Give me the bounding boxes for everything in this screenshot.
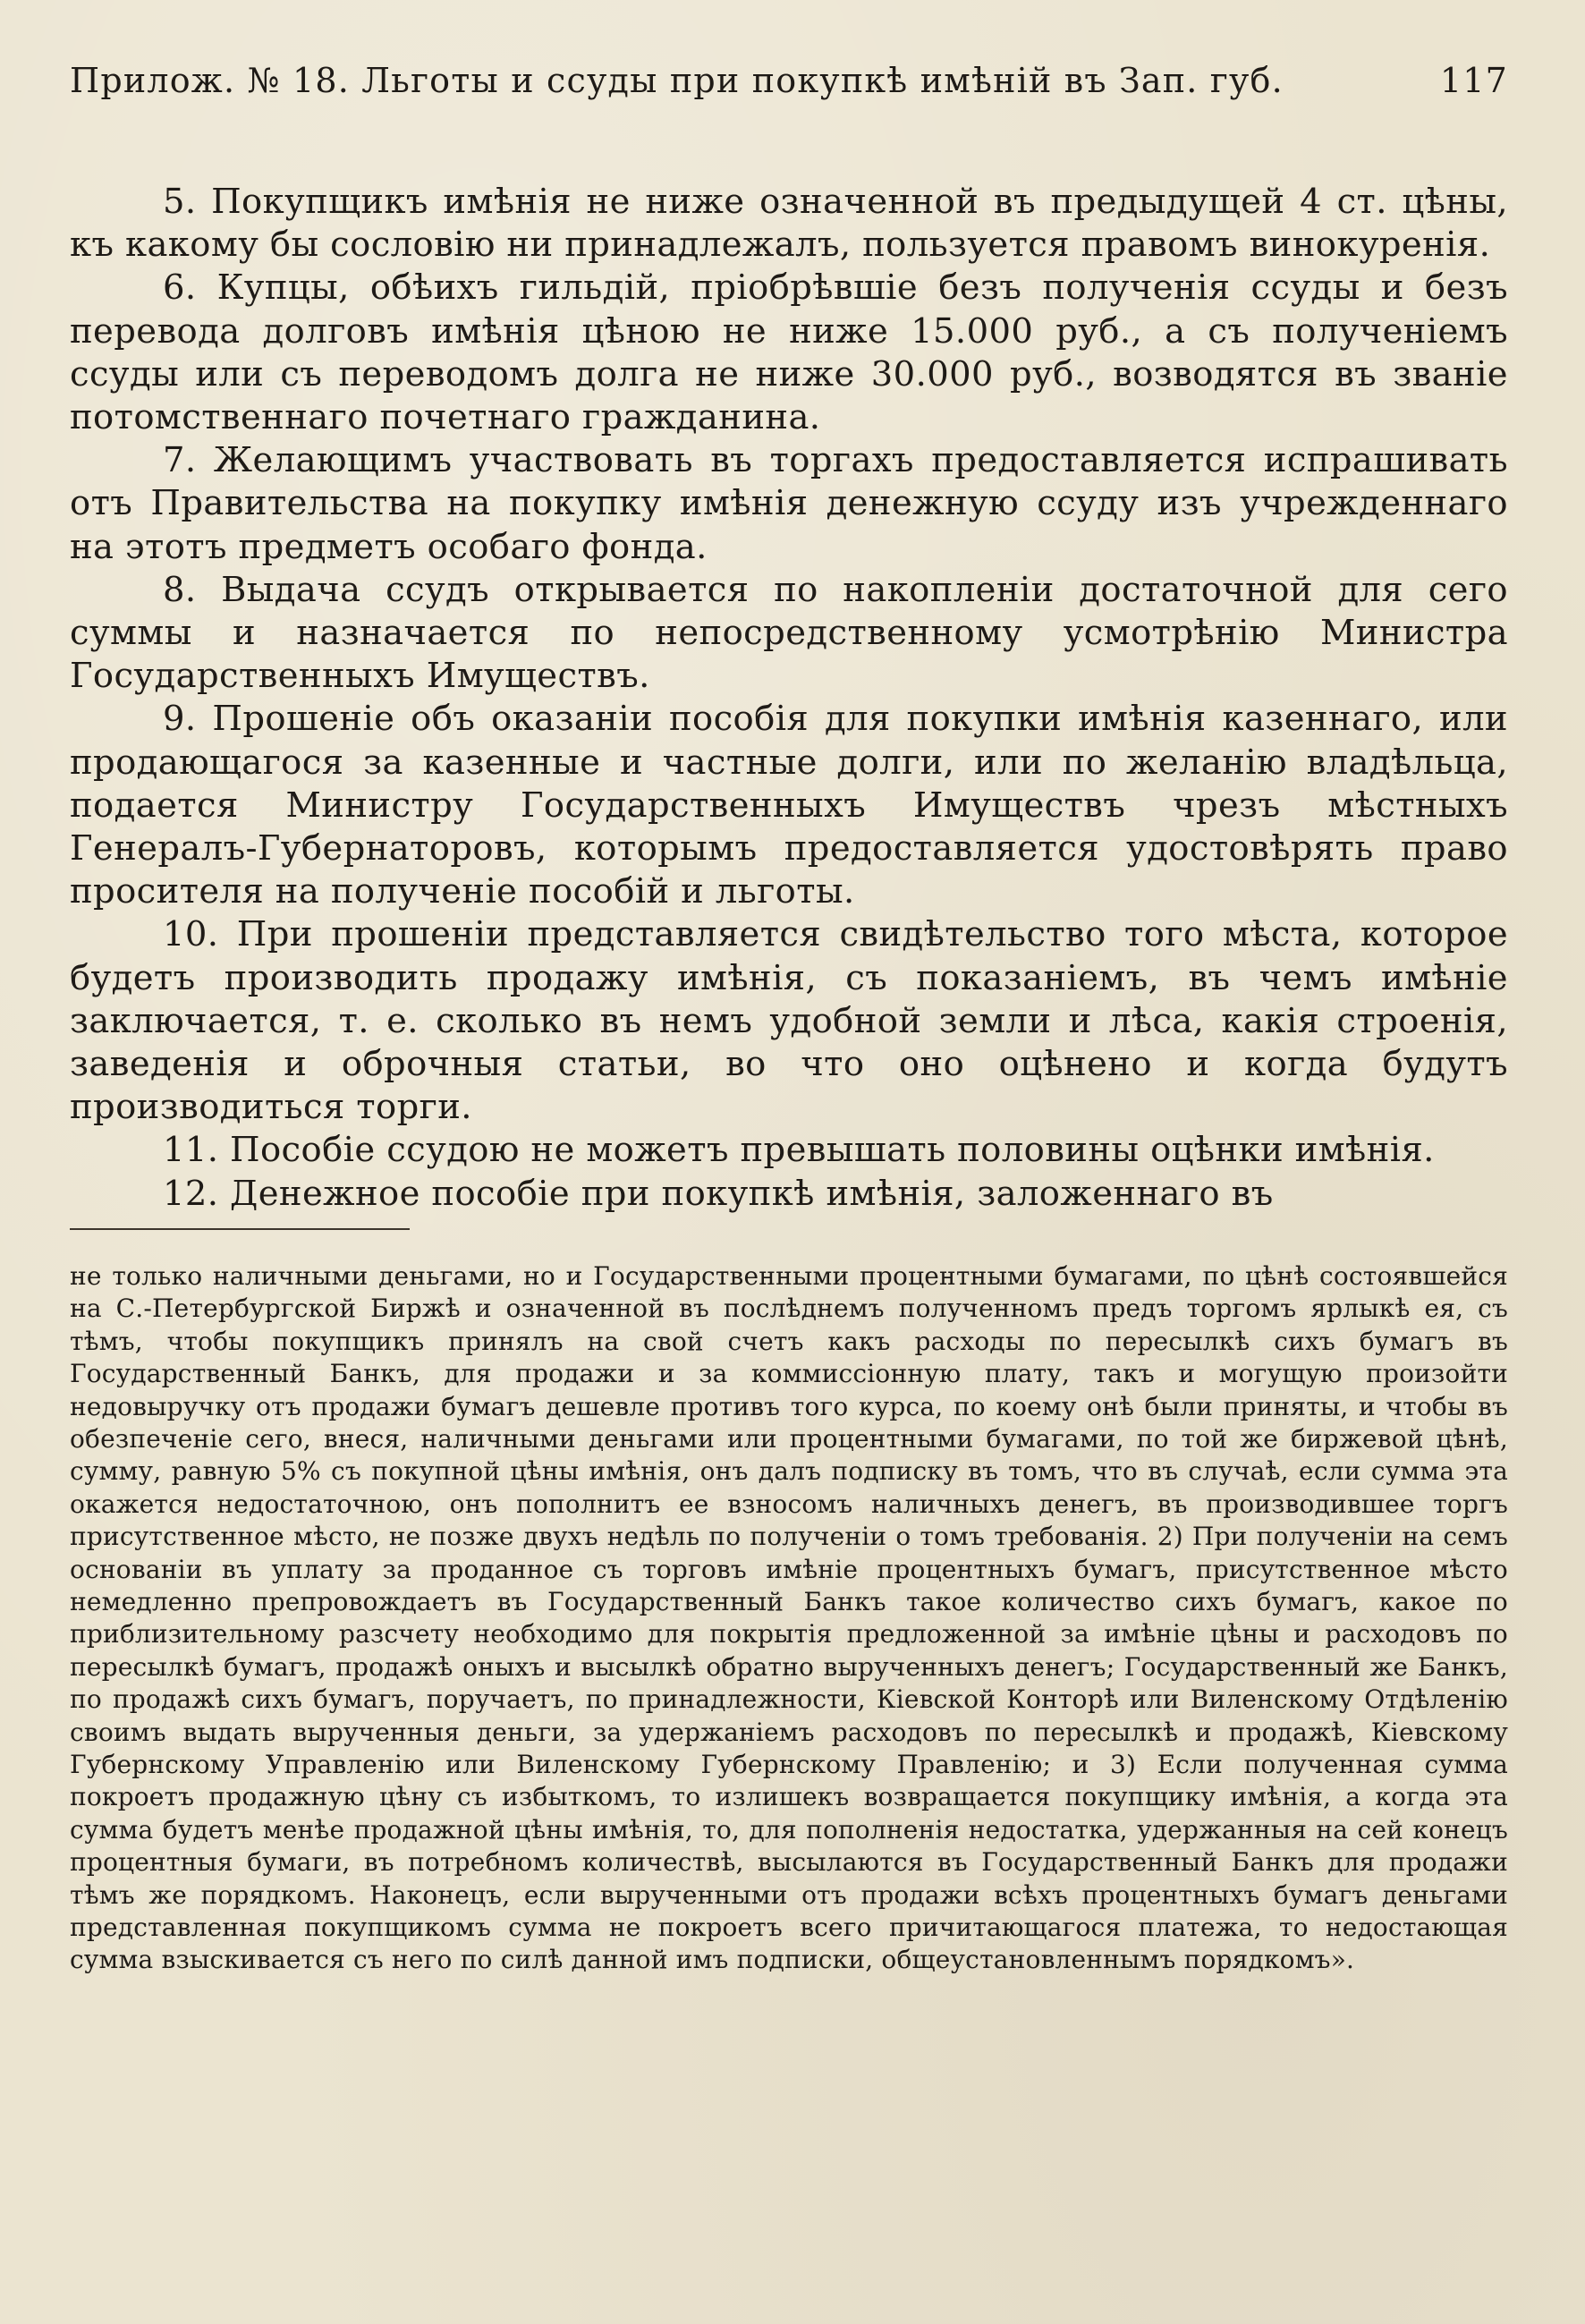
footnote-divider	[70, 1228, 410, 1230]
article-11: 11. Пособіе ссудою не можетъ превышать половины оцѣнки имѣнія.	[162, 1130, 1435, 1171]
running-head-title: Прилож. № 18. Льготы и ссуды при покупкѣ имѣній въ Зап. губ.	[70, 61, 1284, 100]
article-6: 6. Купцы, обѣихъ гильдій, пріобрѣвшіе безъ полученія ссуды и безъ перевода долговъ имѣнія цѣною не ниже 15.000 руб., а съ полученіемъ ссуды или съ переводомъ долга не ниже 30.000 руб., возводятся въ званіе потомственнаго почетнаго гражданина.	[70, 267, 1508, 438]
article-10: 10. При прошеніи представляется свидѣтельство того мѣста, которое будетъ производить продажу имѣнія, съ показаніемъ, въ чемъ имѣніе заключается, т. е. сколько въ немъ удобной земли и лѣса, какія строенія, заведенія и оброчныя статьи, во что оно оцѣнено и когда будутъ производиться торги.	[70, 914, 1508, 1128]
article-12: 12. Денежное пособіе при покупкѣ имѣнія, заложеннаго въ	[162, 1173, 1274, 1214]
footnote-text: не только наличными деньгами, но и Государственными процентными бумагами, по цѣнѣ состоявшейся на С.-Петербургской Биржѣ и означенной въ послѣднемъ полученномъ предъ торгомъ ярлыкѣ ея, съ тѣмъ, чтобы покупщикъ принялъ на свой счетъ какъ расходы по пересылкѣ сихъ бумагъ въ Государственный Банкъ, для продажи и за коммиссіонную плату, такъ и могущую произойти недовыручку отъ продажи бумагъ дешевле противъ того курса, по коему онѣ были приняты, и чтобы въ обезпеченіе сего, внеся, наличными деньгами или процентными бумагами, по той же биржевой цѣнѣ, сумму, равную 5% съ покупной цѣны имѣнія, онъ далъ подписку въ томъ, что въ случаѣ, если сумма эта окажется недостаточною, онъ пополнитъ ее взносомъ наличныхъ денегъ, въ производившее торгъ присутственное мѣсто, не позже двухъ недѣль по полученіи о томъ требованія. 2) При полученіи на семъ основаніи въ уплату за проданное съ торговъ имѣніе процентныхъ бумагъ, присутственное мѣсто немедленно препровождаетъ въ Государственный Банкъ такое количество сихъ бумагъ, какое по приблизительному разсчету необходимо для покрытія предложенной за имѣніе цѣны и расходовъ по пересылкѣ бумагъ, продажѣ оныхъ и высылкѣ обратно вырученныхъ денегъ; Государственный же Банкъ, по продажѣ сихъ бумагъ, поручаетъ, по принадлежности, Кіевской Конторѣ или Виленскому Отдѣленію своимъ выдать вырученныя деньги, за удержаніемъ расходовъ по пересылкѣ и продажѣ, Кіевскому Губернскому Управленію или Виленскому Губернскому Правленію; и 3) Если полученная сумма покроетъ продажную цѣну съ избыткомъ, то излишекъ возвращается покупщику имѣнія, а когда эта сумма будетъ менѣе продажной цѣны имѣнія, то, для пополненія недостатка, удержанныя на сей конецъ процентныя бумаги, въ потребномъ количествѣ, высылаются въ Государственный Банкъ для продажи тѣмъ же порядкомъ. Наконецъ, если вырученными отъ продажи всѣхъ процентныхъ бумагъ деньгами представленная покупщикомъ сумма не покроетъ всего причитающагося платежа, то недостающая сумма взыскивается съ него по силѣ данной имъ подписки, общеустановленнымъ порядкомъ».	[70, 1260, 1508, 1975]
page-number: 117	[1439, 61, 1508, 100]
footnote	[70, 1260, 1508, 1977]
article-7: 7. Желающимъ участвовать въ торгахъ предоставляется испрашивать отъ Правительства на покупку имѣнія денежную ссуду изъ учрежденнаго на этотъ предметъ особаго фонда.	[70, 440, 1508, 567]
main-text	[70, 181, 1508, 1216]
running-head	[70, 55, 1508, 106]
article-8: 8. Выдача ссудъ открывается по накопленіи достаточной для сего суммы и назначается по непосредственному усмотрѣнію Министра Государственныхъ Имуществъ.	[70, 569, 1508, 697]
article-5: 5. Покупщикъ имѣнія не ниже означенной въ предыдущей 4 ст. цѣны, къ какому бы сословію ни принадлежалъ, пользуется правомъ винокуренія.	[70, 182, 1508, 266]
article-9: 9. Прошеніе объ оказаніи пособія для покупки имѣнія казеннаго, или продающагося за казенные и частные долги, или по желанію владѣльца, подается Министру Государственныхъ Имуществъ чрезъ мѣстныхъ Генералъ-Губернаторовъ, которымъ предоставляется удостовѣрять право просителя на полученіе пособій и льготы.	[70, 699, 1508, 912]
